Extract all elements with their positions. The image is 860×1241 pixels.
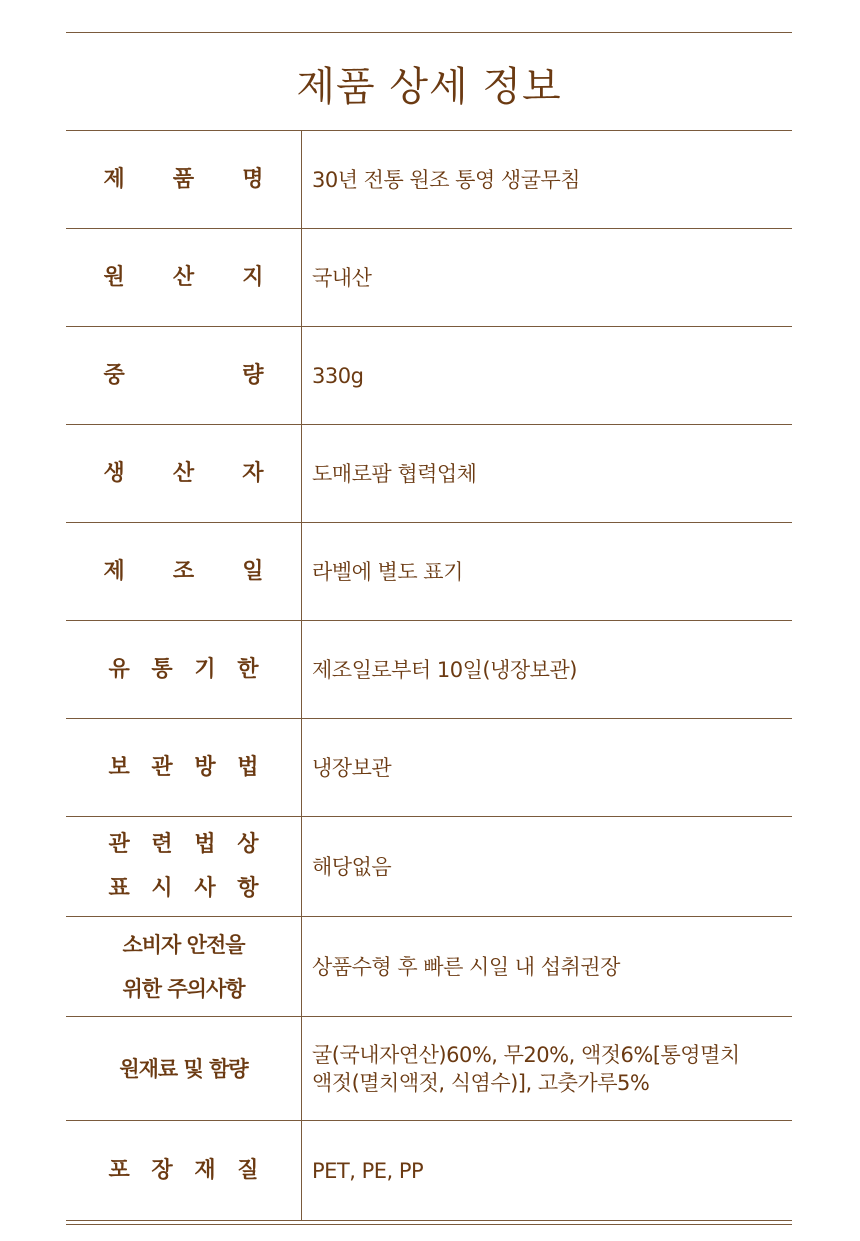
label-char: 법: [194, 831, 216, 857]
label-char: 원: [103, 264, 125, 290]
label-char: 제: [103, 558, 125, 584]
value-line: 굴(국내자연산)60%, 무20%, 액젓6%[통영멸치: [312, 1042, 740, 1067]
info-row-safety-notice: [66, 917, 792, 1017]
row-label: [66, 425, 302, 522]
row-value: 제조일로부터 10일(냉장보관): [312, 657, 577, 682]
label-char: 질: [237, 1157, 259, 1183]
label-char: 련: [151, 831, 173, 857]
label-char: 법: [237, 754, 259, 780]
row-label: [66, 817, 302, 916]
info-row-manufacture-date: [66, 523, 792, 621]
label-char: 기: [194, 656, 216, 682]
label-char: 량: [242, 362, 264, 388]
bottom-double-rule: [66, 1220, 792, 1225]
row-label: [66, 621, 302, 718]
label-char: 상: [237, 831, 259, 857]
product-info-sheet: [66, 32, 792, 1225]
label-char: 산: [172, 264, 195, 290]
info-row-legal-notice: [66, 817, 792, 917]
row-label: [66, 917, 302, 1016]
row-label: [66, 719, 302, 816]
page-title: 제품 상세 정보: [296, 64, 562, 110]
row-value: 해당없음: [312, 854, 392, 879]
row-label: [66, 1121, 302, 1220]
label-char: 사: [194, 875, 216, 901]
info-row-ingredients: [66, 1017, 792, 1121]
label-char: 품: [172, 166, 195, 192]
label-char: 통: [151, 656, 173, 682]
row-value: PET, PE, PP: [312, 1158, 424, 1183]
row-value: 상품수형 후 빠른 시일 내 섭취권장: [312, 954, 620, 979]
label-line: 소비자 안전을: [122, 932, 245, 957]
label-char: 포: [108, 1157, 130, 1183]
label-char: 유: [108, 656, 130, 682]
row-label: [66, 229, 302, 326]
label-char: 산: [172, 460, 195, 486]
label-char: 지: [242, 264, 264, 290]
info-row-origin: [66, 229, 792, 327]
info-row-product-name: [66, 131, 792, 229]
label-char: 표: [108, 875, 130, 901]
row-label: [66, 523, 302, 620]
label-line: 원재료 및 함량: [119, 1056, 248, 1081]
label-char: 명: [242, 166, 264, 192]
row-label: [66, 327, 302, 424]
label-char: 관: [108, 831, 130, 857]
row-label: [66, 131, 302, 228]
row-label: [66, 1017, 302, 1120]
info-row-storage: [66, 719, 792, 817]
title-row: [66, 33, 792, 131]
row-value: 30년 전통 원조 통영 생굴무침: [312, 167, 581, 192]
info-row-expiry: [66, 621, 792, 719]
info-row-packaging: [66, 1121, 792, 1220]
label-char: 조: [172, 558, 195, 584]
label-char: 제: [103, 166, 125, 192]
label-char: 중: [103, 362, 125, 388]
label-char: 재: [194, 1157, 216, 1183]
info-row-producer: [66, 425, 792, 523]
row-value: [302, 1017, 792, 1120]
label-line: 위한 주의사항: [122, 976, 245, 1001]
info-row-weight: [66, 327, 792, 425]
label-char: 항: [237, 875, 259, 901]
row-value: 도매로팜 협력업체: [312, 461, 477, 486]
row-value: 국내산: [312, 265, 372, 290]
label-char: 한: [237, 656, 259, 682]
row-value: 라벨에 별도 표기: [312, 559, 463, 584]
label-char: 시: [151, 875, 173, 901]
value-line: 액젓(멸치액젓, 식염수)], 고춧가루5%: [312, 1070, 650, 1095]
label-char: 관: [151, 754, 173, 780]
label-char: 생: [103, 460, 125, 486]
label-char: 자: [242, 460, 264, 486]
label-char: 방: [194, 754, 216, 780]
row-value: 냉장보관: [312, 755, 392, 780]
label-char: 장: [151, 1157, 173, 1183]
label-char: 일: [242, 558, 264, 584]
row-value: 330g: [312, 363, 364, 388]
label-char: 보: [108, 754, 130, 780]
